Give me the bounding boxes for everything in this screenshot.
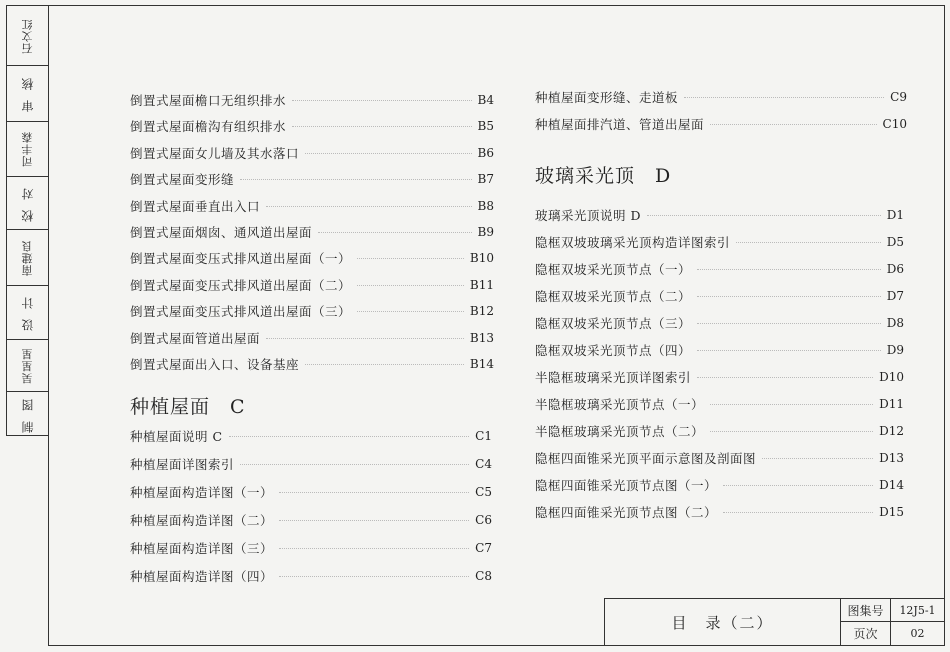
toc-leader-dots <box>647 214 881 216</box>
toc-entry-page: D11 <box>879 397 904 411</box>
toc-entry-title: 倒置式屋面垂直出入口 <box>130 198 261 214</box>
strip-role-3: 设 计 <box>20 294 35 331</box>
toc-entry-title: 倒置式屋面管道出屋面 <box>130 330 261 346</box>
toc-entry-page: B10 <box>469 251 494 266</box>
toc-entry-title: 隐框双坡采光顶节点（一） <box>535 262 692 277</box>
toc-entry-page: B8 <box>477 198 494 213</box>
toc-entry <box>535 449 904 467</box>
toc-leader-dots <box>697 376 873 378</box>
toc-entry <box>535 395 904 413</box>
toc-leader-dots <box>697 268 881 270</box>
toc-entry-page: B7 <box>477 172 494 187</box>
toc-entry-title: 隐框双坡采光顶节点（二） <box>535 289 692 304</box>
toc-entry-page: D7 <box>886 289 904 303</box>
toc-leader-dots <box>357 284 464 286</box>
toc-leader-dots <box>697 295 881 297</box>
title-block <box>604 598 945 646</box>
toc-entry-page: C10 <box>882 117 907 131</box>
toc-entry <box>130 276 494 294</box>
strip-cell-role-4 <box>7 392 48 437</box>
title-block-set-label: 图集号 <box>841 599 891 622</box>
toc-entry-title: 倒置式屋面檐口无组织排水 <box>130 93 287 108</box>
toc-entry <box>130 427 492 445</box>
toc-entry-title: 倒置式屋面檐沟有组织排水 <box>130 119 287 135</box>
toc-entry-title: 半隐框玻璃采光顶详图索引 <box>535 370 692 385</box>
signature-strip <box>6 5 49 436</box>
toc-entry <box>130 144 494 162</box>
toc-entry-page: C5 <box>475 485 492 499</box>
toc-leader-dots <box>710 430 873 432</box>
toc-leader-dots <box>266 337 464 339</box>
strip-name-1: 石文红 <box>21 17 34 54</box>
toc-leader-dots <box>318 231 472 233</box>
toc-entry <box>535 422 904 440</box>
toc-entry-page: B13 <box>469 330 494 345</box>
toc-entry-title: 种植屋面排汽道、管道出屋面 <box>535 117 705 132</box>
toc-entry <box>130 197 494 215</box>
toc-entry <box>130 170 494 188</box>
strip-role-2: 校 对 <box>20 184 35 222</box>
strip-role-4: 制 图 <box>20 396 35 433</box>
toc-entry-title: 半隐框玻璃采光顶节点（一） <box>535 397 705 412</box>
toc-leader-dots <box>240 178 472 180</box>
toc-entry <box>535 233 904 251</box>
toc-leader-dots <box>292 125 472 127</box>
toc-entry-page: D5 <box>886 235 904 249</box>
toc-entry-title: 倒置式屋面变压式排风道出屋面（二） <box>130 277 352 293</box>
strip-cell-name-1 <box>7 6 48 66</box>
toc-entry <box>535 314 904 332</box>
strip-cell-role-3 <box>7 286 48 340</box>
toc-entry-page: D13 <box>879 451 904 465</box>
toc-leader-dots <box>736 241 881 243</box>
toc-leader-dots <box>240 463 469 465</box>
toc-entry <box>535 206 904 224</box>
toc-entry-page: D14 <box>879 478 904 492</box>
toc-entry-title: 种植屋面构造详图（三） <box>130 541 274 556</box>
toc-leader-dots <box>684 96 884 98</box>
strip-role-1: 审 核 <box>20 75 35 112</box>
toc-entry <box>130 355 494 373</box>
toc-entry-title: 种植屋面构造详图（一） <box>130 485 274 500</box>
toc-entry <box>535 476 904 494</box>
toc-entry-title: 隐框四面锥采光顶节点图（一） <box>535 478 718 493</box>
toc-leader-dots <box>279 519 469 521</box>
toc-entry-title: 隐框四面锥采光顶平面示意图及剖面图 <box>535 451 757 466</box>
toc-entry <box>130 329 494 347</box>
toc-entry-page: D6 <box>886 262 904 276</box>
toc-entry-title: 倒置式屋面出入口、设备基座 <box>130 357 300 372</box>
toc-entry-page: C9 <box>890 90 907 104</box>
toc-entry-page: D1 <box>886 208 904 222</box>
toc-entry-page: B9 <box>477 225 494 239</box>
toc-entry <box>130 223 494 241</box>
toc-entry-page: B14 <box>469 357 494 371</box>
toc-leader-dots <box>266 205 472 207</box>
heading-section-c: 种植屋面 C <box>130 396 246 418</box>
strip-name-2: 司丰森 <box>21 131 34 167</box>
toc-entry-title: 隐框四面锥采光顶节点图（二） <box>535 505 718 520</box>
strip-name-3: 南建良 <box>21 239 34 276</box>
toc-entry-page: D12 <box>879 424 904 438</box>
toc-entry <box>535 115 907 133</box>
strip-cell-name-4 <box>7 340 48 392</box>
toc-leader-dots <box>762 457 873 459</box>
toc-leader-dots <box>697 349 881 351</box>
strip-cell-name-3 <box>7 230 48 286</box>
toc-entry-title: 隐框双坡采光顶节点（四） <box>535 343 692 358</box>
toc-entry-title: 种植屋面构造详图（二） <box>130 513 274 528</box>
toc-entry-page: C8 <box>475 569 492 583</box>
toc-entry <box>130 483 492 501</box>
toc-entry-title: 种植屋面说明 C <box>130 429 223 444</box>
toc-entry-page: D10 <box>879 370 904 384</box>
toc-entry-page: D8 <box>886 316 904 330</box>
toc-entry <box>130 91 494 109</box>
toc-entry-title: 倒置式屋面变形缝 <box>130 172 235 188</box>
toc-entry <box>535 341 904 359</box>
toc-entry <box>130 539 492 557</box>
strip-name-4: 吴星星 <box>21 347 34 384</box>
toc-leader-dots <box>710 403 873 405</box>
toc-leader-dots <box>292 99 472 101</box>
toc-entry <box>130 511 492 529</box>
toc-leader-dots <box>305 363 464 365</box>
heading-section-d: 玻璃采光顶 D <box>535 165 672 187</box>
toc-entry-title: 玻璃采光顶说明 D <box>535 208 641 223</box>
toc-entry-page: B5 <box>477 119 494 134</box>
toc-leader-dots <box>279 575 469 577</box>
toc-leader-dots <box>357 310 464 312</box>
toc-entry-title: 倒置式屋面变压式排风道出屋面（一） <box>130 251 352 267</box>
toc-entry <box>130 117 494 135</box>
toc-entry-title: 倒置式屋面变压式排风道出屋面（三） <box>130 304 352 320</box>
strip-cell-name-2 <box>7 122 48 177</box>
toc-entry-page: B6 <box>477 145 494 160</box>
toc-entry-title: 倒置式屋面女儿墙及其水落口 <box>130 145 300 161</box>
toc-entry-title: 种植屋面构造详图（四） <box>130 569 274 584</box>
toc-entry-page: C7 <box>475 541 492 555</box>
toc-leader-dots <box>723 484 873 486</box>
toc-entry-title: 倒置式屋面烟囱、通风道出屋面 <box>130 225 313 240</box>
toc-entry-page: B4 <box>477 93 494 107</box>
toc-entry-page: D15 <box>879 505 904 519</box>
toc-leader-dots <box>357 257 464 259</box>
toc-entry <box>535 368 904 386</box>
toc-entry-page: B11 <box>469 277 494 292</box>
toc-entry <box>130 455 492 473</box>
toc-leader-dots <box>305 152 472 154</box>
toc-entry-title: 半隐框玻璃采光顶节点（二） <box>535 424 705 439</box>
strip-cell-role-1 <box>7 66 48 122</box>
toc-entry-page: C1 <box>475 429 492 443</box>
toc-entry <box>535 287 904 305</box>
toc-leader-dots <box>697 322 881 324</box>
strip-cell-role-2 <box>7 177 48 230</box>
toc-entry <box>535 260 904 278</box>
title-block-page-label: 页次 <box>841 622 891 645</box>
toc-entry <box>535 88 907 106</box>
title-block-page-value: 02 <box>910 627 925 640</box>
toc-entry-page: B12 <box>469 304 494 319</box>
toc-entry-title: 隐框双坡玻璃采光顶构造详图索引 <box>535 235 731 250</box>
title-block-set-value: 12J5-1 <box>891 599 944 622</box>
toc-entry <box>130 302 494 320</box>
toc-entry-page: C4 <box>475 457 492 471</box>
toc-leader-dots <box>279 491 469 493</box>
toc-entry-page: C6 <box>475 513 492 527</box>
toc-entry <box>130 567 492 585</box>
toc-entry-title: 种植屋面变形缝、走道板 <box>535 90 679 105</box>
toc-entry-page: D9 <box>886 343 904 357</box>
toc-entry <box>130 249 494 267</box>
toc-leader-dots <box>710 123 877 125</box>
toc-entry-title: 种植屋面详图索引 <box>130 457 235 472</box>
toc-entry-title: 隐框双坡采光顶节点（三） <box>535 316 692 331</box>
toc-leader-dots <box>229 435 470 437</box>
title-block-title: 目 录（二） <box>605 599 841 645</box>
toc-entry <box>535 503 904 521</box>
toc-leader-dots <box>279 547 469 549</box>
toc-leader-dots <box>723 511 873 513</box>
